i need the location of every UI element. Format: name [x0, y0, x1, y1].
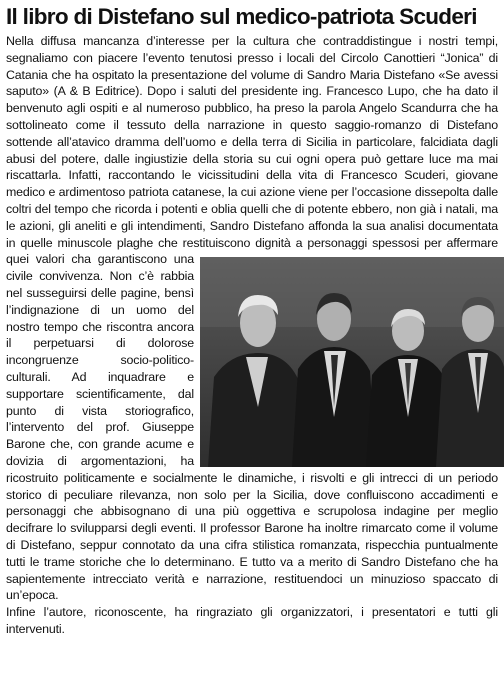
paragraph-1-text-start: Nella diffusa mancanza d’interesse per la cultura che contraddistingue i nostri tempi, segnaliamo con piacere l’evento tenutosi presso i locali del Circolo Canottieri “Jonica” di Catania che ha ospitato la presentazione del volume di Sandro Maria Distefano «Se avessi saputo» (A & B Editrice). Dopo i saluti del presidente ing. Francesco Lupo, che ha dato il benvenuto agli ospiti e al numeroso pubblico, ha preso la parola Angelo Scandurra che ha sottolineato come il tessuto della narrazione in questo saggio-romanzo di Distefano sottende all’atavico dramma dell’uomo e della terra di Sicilia in particolare, falcidiata dagli abusi del potere, dalle ingiustizie della storia su cui ogni opera può gettare luce ma mai riscattarla. Infatti, raccontando le vicissitudini della vita di Francesco Scuderi, giovane medico e ardimentoso patriota catanese, la cui azione viene per l’occasione dissepolta dalle coltri del tempo che ricorda i potenti e oblia quelli che di potente ebbero, non già i natali, ma le azioni, gli aneliti e gli intendimenti, Sandro Distefano affonda la sua analisi documentata in quelle minuscole plaghe che restituiscono dignità a personaggi spesso	[6, 34, 498, 250]
photo-four-men-illustration	[200, 257, 504, 467]
article-paragraph-1	[6, 33, 498, 604]
article-paragraph-2: Infine l’autore, riconoscente, ha ringraziato gli organizzatori, i presentatori e tutti gli intervenuti.	[6, 605, 498, 636]
paragraph-1-text-end: si per affermare quei valori cha garantiscono una civile convivenza. Non c’è rabbia nel susseguirsi delle pagine, bensì l’indignazione di un uomo del nostro tempo che riscontra ancora il perpetuarsi di dolorose incongruenze socio-politico-culturali. Ad inquadrare e supportare scientificamente, dal punto di vista storiografico, l’intervento del prof. Giuseppe Barone che, con grande acume e dovizia di argomentazioni, ha ricostruito politicamente e socialmente le dinamiche, i risvolti e gli intrecci di un periodo storico di peculiare rilevanza, non solo per la Sicilia, dove confluiscono accadimenti e personaggi che abbisognano di una più oggettiva e scrupolosa indagine per meglio decifrare lo svilupparsi degli eventi. Il professor Barone ha inoltre rimarcato come il volume di Distefano, seppur connotato da una cifra stilistica romanzata, rispecchia puntualmente tutti le trame storiche che lo determinano. E tutto va a merito di Sandro Distefano che ha sapientemente intrecciato verità e narrazione, restituendoci un minuzioso spaccato di un’epoca.	[6, 235, 498, 603]
article-body	[6, 33, 498, 638]
article-headline: Il libro di Distefano sul medico-patriota Scuderi	[6, 4, 477, 29]
event-photo	[200, 257, 504, 467]
